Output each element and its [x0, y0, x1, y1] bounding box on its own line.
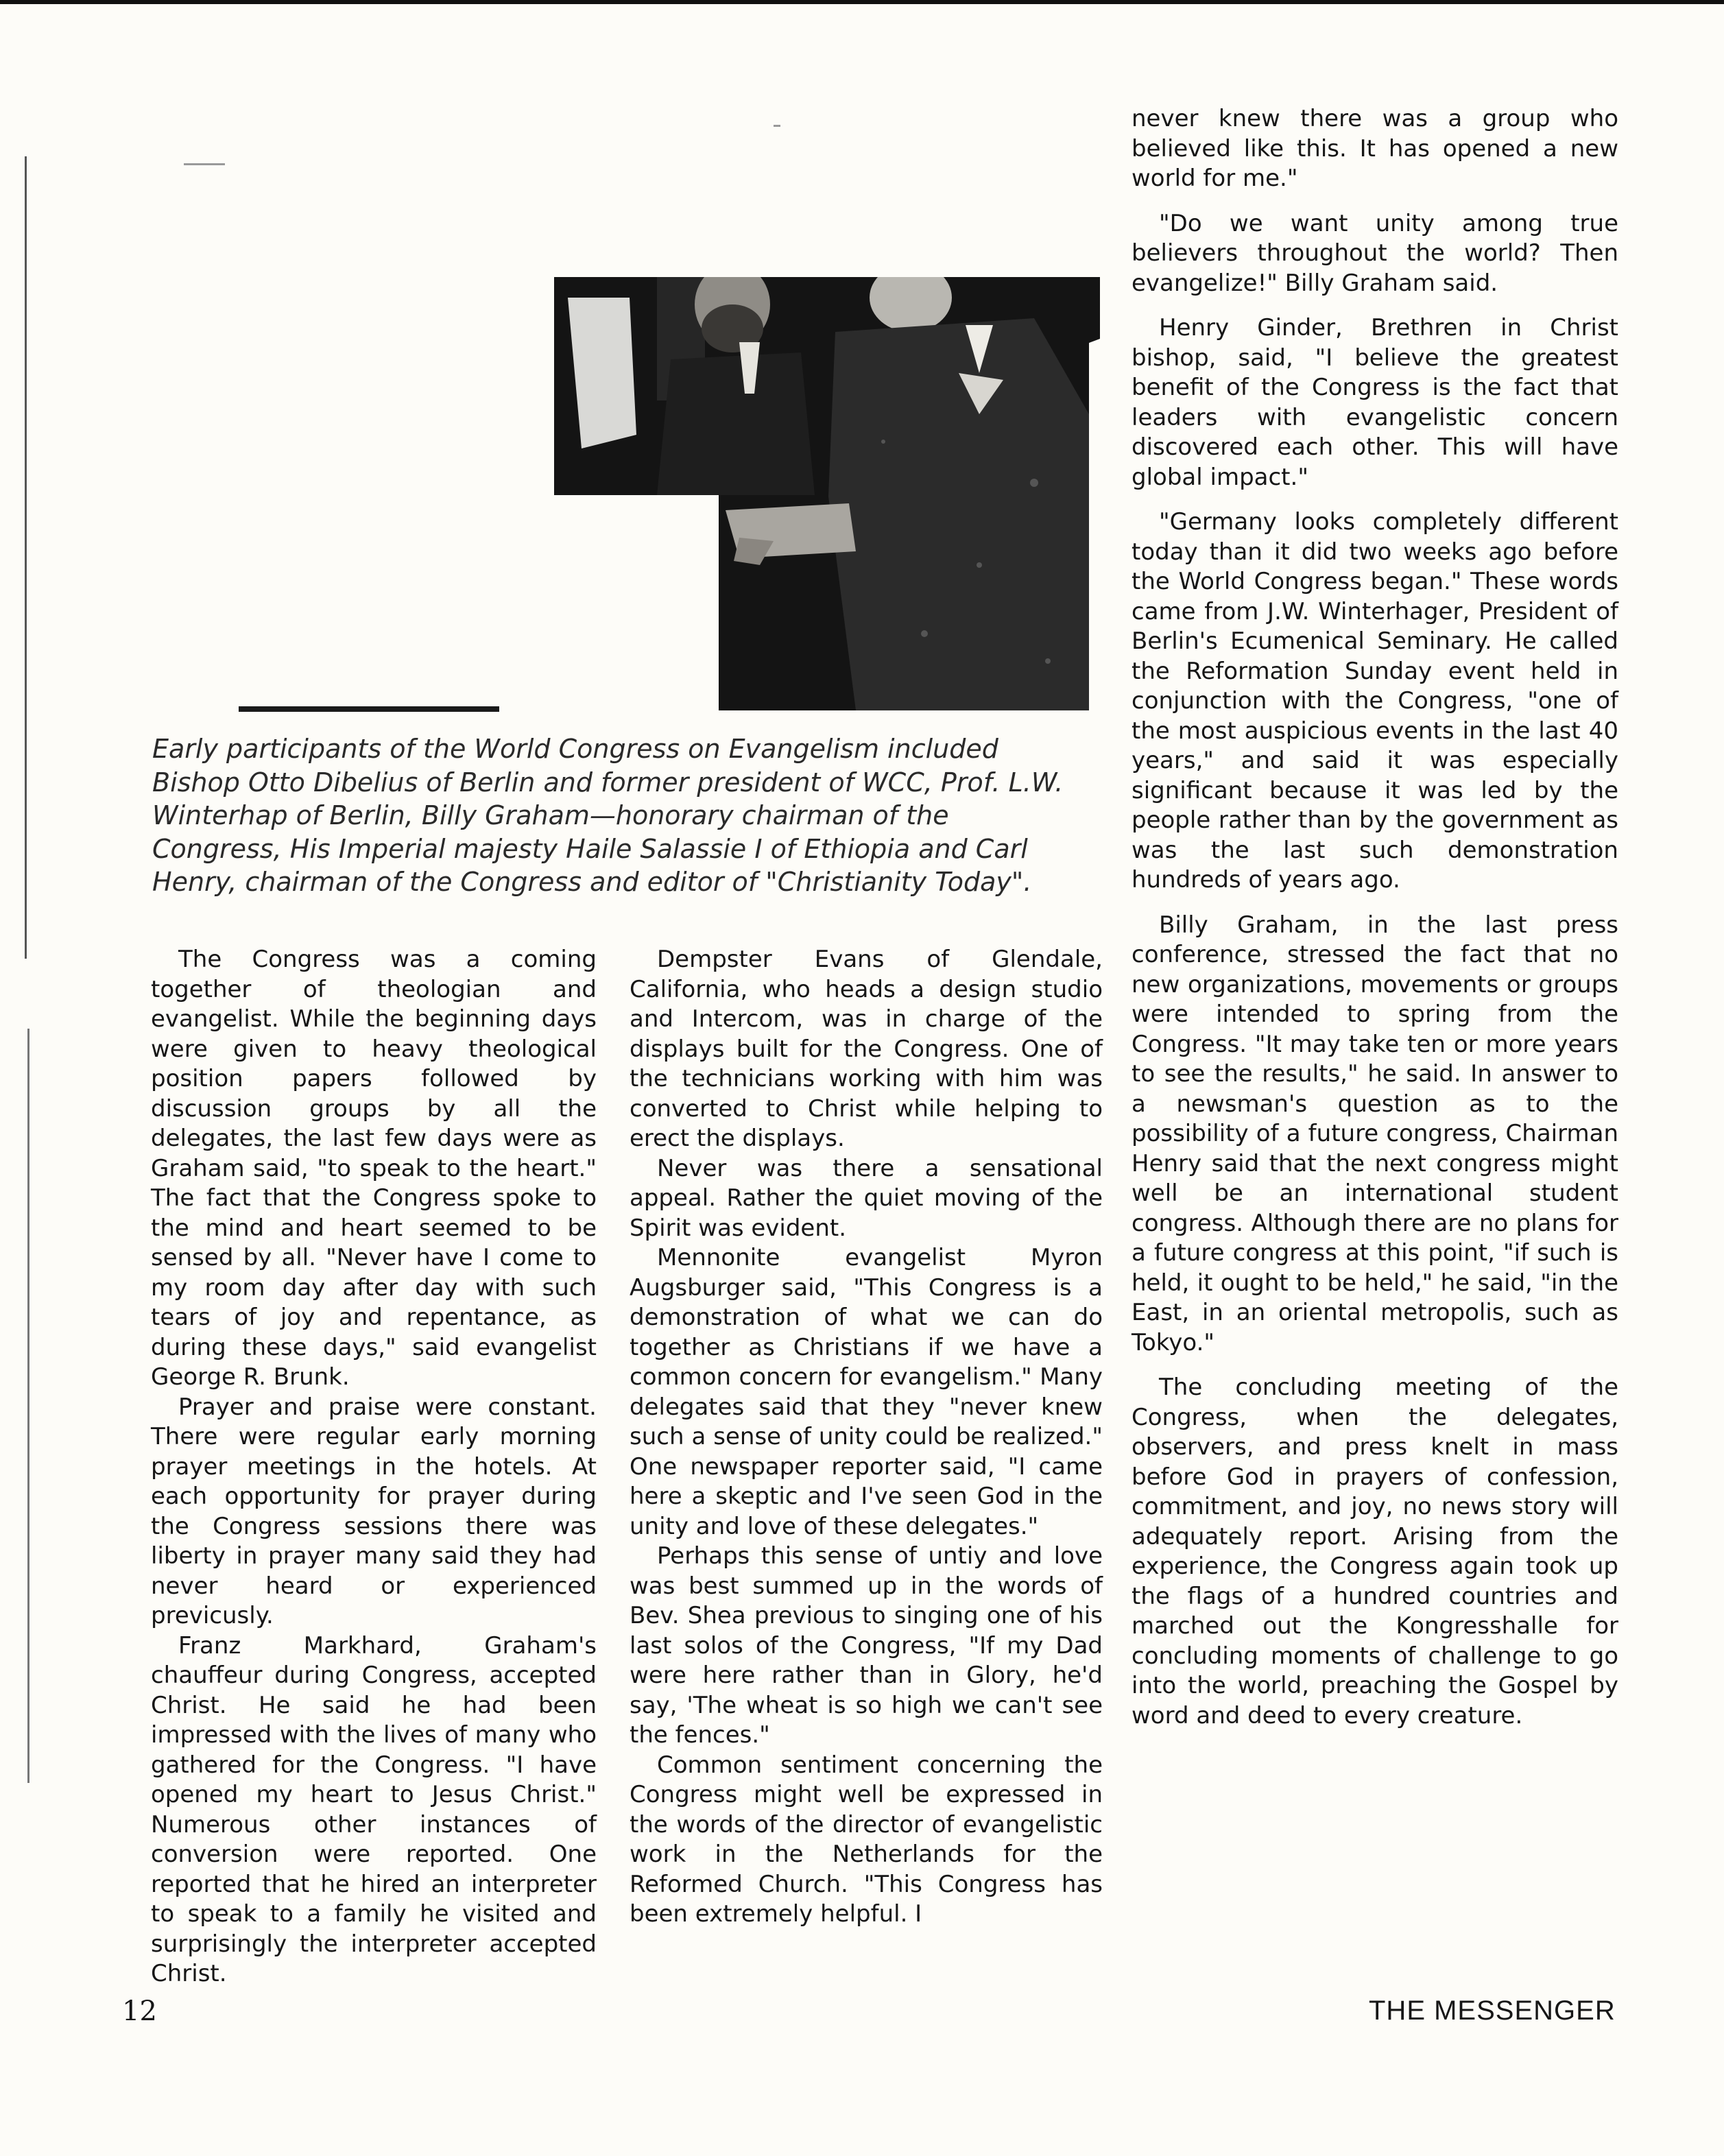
paragraph: Prayer and praise were constant. There were regular early morning prayer meetings in the hotels. At each opportunity for prayer during the Congress sessions there was liberty in prayer many said they had never heard or experienced previcusly.: [151, 1393, 597, 1629]
paragraph: Perhaps this sense of untiy and love was best summed up in the words of Bev. Shea previous to singing one of his last solos of the Congress, "If my Dad were here rather than in Glory, he'd say, 'The wheat is so high we can't see the fences.": [630, 1542, 1103, 1749]
event-photo: [554, 277, 1100, 710]
left-edge-mark-lower: [27, 1029, 29, 1783]
paragraph: Never was there a sensational appeal. Rather the quiet moving of the Spirit was evident.: [630, 1154, 1103, 1242]
paragraph: Billy Graham, in the last press conference, stressed the fact that no new organizations, movements or groups were intended to spring from the Congress. "It may take ten or more years to see the results," he said. In answer to a newsman's question as to the possibility of a future congress, Chairman Henry said that the next congress might well be an international student congress. Although there are no plans for a future congress at this point, "if such is held, it ought to be held," he said, "in the East, in an oriental metropolis, such as Tokyo.": [1132, 911, 1618, 1356]
paragraph: "Do we want unity among true believers throughout the world? Then evangelize!" Billy Graham said.: [1132, 209, 1618, 297]
article-column-1: [151, 945, 597, 1989]
paragraph: "Germany looks completely different today than it did two weeks ago before the World Congress began." These words came from J.W. Winterhager, President of Berlin's Ecumenical Seminary. He called the Reformation Sunday event held in conjunction with the Congress, "one of the most auspicious events in the last 40 years," and said it was especially significant because it was led by the people rather than by the government as was the last such demonstration hundreds of years ago.: [1132, 508, 1618, 894]
paragraph: Dempster Evans of Glendale, California, who heads a design studio and Intercom, was in charge of the displays built for the Congress. One of the technicians working with him was converted to Christ while helping to erect the displays.: [630, 946, 1103, 1152]
paragraph: The concluding meeting of the Congress, when the delegates, observers, and press knelt in mass before God in prayers of confession, commitment, and joy, no news story will adequately report. Arising from the experience, the Congress again took up the flags of a hundred countries and marched out the Kongresshalle for concluding moments of challenge to go into the world, preaching the Gospel by word and deed to every creature.: [1132, 1374, 1618, 1729]
paragraph: Mennonite evangelist Myron Augsburger said, "This Congress is a demonstration of what we can do together as Christians if we have a common concern for evangelism." Many delegates said that they "never knew such a sense of unity could be realized." One newspaper reporter said, "I came here a skeptic and I've seen God in the unity and love of these delegates.": [630, 1244, 1103, 1540]
photo-caption: Early participants of the World Congress on Evangelism included Bishop Otto Dibelius of Berlin and former president of WCC, Prof. L.W. Winterhap of Berlin, Billy Graham—honorary chairman of the Congress, His Imperial majesty Haile Salassie I of Ethiopia and Carl Henry, chairman of the Congress and editor of "Christianity Today".: [152, 734, 1064, 897]
magazine-title: THE MESSENGER: [1369, 1996, 1616, 2026]
page-number: 12: [122, 1996, 157, 2027]
photo-rule: [239, 706, 499, 712]
left-edge-mark: [25, 156, 27, 959]
article-column-2: [630, 945, 1103, 1930]
smudge: [774, 125, 780, 127]
article-column-3: [1132, 104, 1618, 1746]
paragraph: Common sentiment concerning the Congress might well be expressed in the words of the director of evangelistic work in the Netherlands for the Reformed Church. "This Congress has been extremely helpful. I: [630, 1751, 1103, 1928]
paragraph: The Congress was a coming together of theologian and evangelist. While the beginning days were given to heavy theological position papers followed by discussion groups by all the delegates, the last few days were as Graham said, "to speak to the heart." The fact that the Congress spoke to the mind and heart seemed to be sensed by all. "Never have I come to my room day after day with such tears of joy and repentance, as during these days," said evangelist George R. Brunk.: [151, 946, 597, 1391]
photo-image: [554, 277, 1100, 710]
paragraph: Franz Markhard, Graham's chauffeur during Congress, accepted Christ. He said he had been impressed with the lives of many who gathered for the Congress. "I have opened my heart to Jesus Christ." Numerous other instances of conversion were reported. One reported that he hired an interpreter to speak to a family he visited and surprisingly the interpreter accepted Christ.: [151, 1631, 597, 1987]
paragraph: Henry Ginder, Brethren in Christ bishop, said, "I believe the greatest benefit of the Congress is the fact that leaders with evangelistic concern discovered each other. This will have global impact.": [1132, 314, 1618, 491]
top-edge: [0, 0, 1724, 4]
smudge: [184, 163, 225, 165]
paragraph: never knew there was a group who believed like this. It has opened a new world for me.": [1132, 105, 1618, 192]
